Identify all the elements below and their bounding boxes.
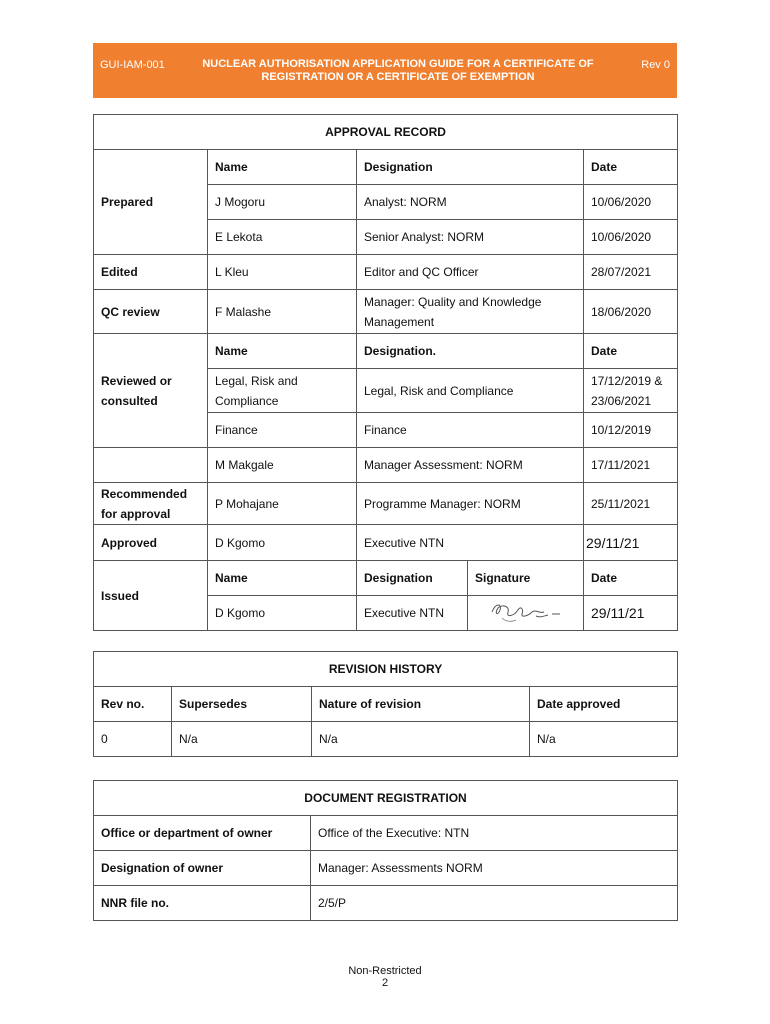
prepared-name: J Mogoru [208, 185, 357, 220]
col-designation-header: Designation. [357, 334, 584, 369]
nature-cell: N/a [312, 722, 530, 757]
document-code: GUI-IAM-001 [100, 59, 165, 71]
col-designation-header: Designation [357, 150, 584, 185]
extra-date: 17/11/2021 [584, 448, 678, 483]
supersedes-cell: N/a [172, 722, 312, 757]
approval-record-title: APPROVAL RECORD [94, 115, 678, 150]
reviewed-name: Legal, Risk and Compliance [208, 369, 357, 413]
reviewed-designation: Finance [357, 413, 584, 448]
qc-review-label: QC review [94, 290, 208, 334]
owner-designation-value: Manager: Assessments NORM [311, 851, 678, 886]
qc-designation: Manager: Quality and Knowledge Management [357, 290, 584, 334]
edited-date: 28/07/2021 [584, 255, 678, 290]
file-no-value: 2/5/P [311, 886, 678, 921]
approved-designation: Executive NTN [357, 525, 584, 561]
rev-no-cell: 0 [94, 722, 172, 757]
supersedes-header: Supersedes [172, 687, 312, 722]
date-approved-cell: N/a [530, 722, 678, 757]
rev-no-header: Rev no. [94, 687, 172, 722]
edited-label: Edited [94, 255, 208, 290]
recommended-date: 25/11/2021 [584, 483, 678, 525]
reviewed-designation: Legal, Risk and Compliance [357, 369, 584, 413]
extra-name: M Makgale [208, 448, 357, 483]
revision-history-title: REVISION HISTORY [94, 652, 678, 687]
approval-record-table [93, 114, 678, 631]
nature-header: Nature of revision [312, 687, 530, 722]
col-designation-header: Designation [357, 561, 468, 596]
prepared-date: 10/06/2020 [584, 220, 678, 255]
owner-designation-label: Designation of owner [94, 851, 311, 886]
issued-date: 29/11/21 [584, 596, 678, 631]
classification-label: Non-Restricted [348, 965, 422, 977]
col-date-header: Date [584, 150, 678, 185]
extra-designation: Manager Assessment: NORM [357, 448, 584, 483]
reviewed-date: 10/12/2019 [584, 413, 678, 448]
prepared-date: 10/06/2020 [584, 185, 678, 220]
document-registration-table [93, 780, 678, 921]
approved-label: Approved [94, 525, 208, 561]
col-date-header: Date [584, 561, 678, 596]
reviewed-name: Finance [208, 413, 357, 448]
page-footer [0, 965, 770, 989]
edited-name: L Kleu [208, 255, 357, 290]
qc-date: 18/06/2020 [584, 290, 678, 334]
col-signature-header: Signature [468, 561, 584, 596]
col-name-header: Name [208, 334, 357, 369]
recommended-designation: Programme Manager: NORM [357, 483, 584, 525]
prepared-label: Prepared [94, 150, 208, 255]
reviewed-label: Reviewed or consulted [94, 334, 208, 448]
col-date-header: Date [584, 334, 678, 369]
reviewed-date: 17/12/2019 & 23/06/2021 [584, 369, 678, 413]
issued-label: Issued [94, 561, 208, 631]
document-revision: Rev 0 [641, 59, 670, 71]
page-number: 2 [381, 977, 389, 989]
approved-date: 29/11/21 [584, 525, 678, 561]
owner-office-label: Office or department of owner [94, 816, 311, 851]
issued-designation: Executive NTN [357, 596, 468, 631]
document-title: NUCLEAR AUTHORISATION APPLICATION GUIDE FOR A CERTIFICATE OF REGISTRATION OR A CERTIFICATE OF EXEMPTION [202, 58, 594, 83]
signature-image [488, 600, 564, 626]
page-header [93, 43, 677, 98]
empty-label-cell [94, 448, 208, 483]
file-no-label: NNR file no. [94, 886, 311, 921]
prepared-designation: Analyst: NORM [357, 185, 584, 220]
approved-name: D Kgomo [208, 525, 357, 561]
issued-name: D Kgomo [208, 596, 357, 631]
revision-history-table [93, 651, 678, 757]
signature-cell [468, 596, 584, 631]
col-name-header: Name [208, 561, 357, 596]
recommended-name: P Mohajane [208, 483, 357, 525]
prepared-designation: Senior Analyst: NORM [357, 220, 584, 255]
edited-designation: Editor and QC Officer [357, 255, 584, 290]
col-name-header: Name [208, 150, 357, 185]
date-approved-header: Date approved [530, 687, 678, 722]
prepared-name: E Lekota [208, 220, 357, 255]
qc-name: F Malashe [208, 290, 357, 334]
recommended-label: Recommended for approval [94, 483, 208, 525]
owner-office-value: Office of the Executive: NTN [311, 816, 678, 851]
document-registration-title: DOCUMENT REGISTRATION [94, 781, 678, 816]
